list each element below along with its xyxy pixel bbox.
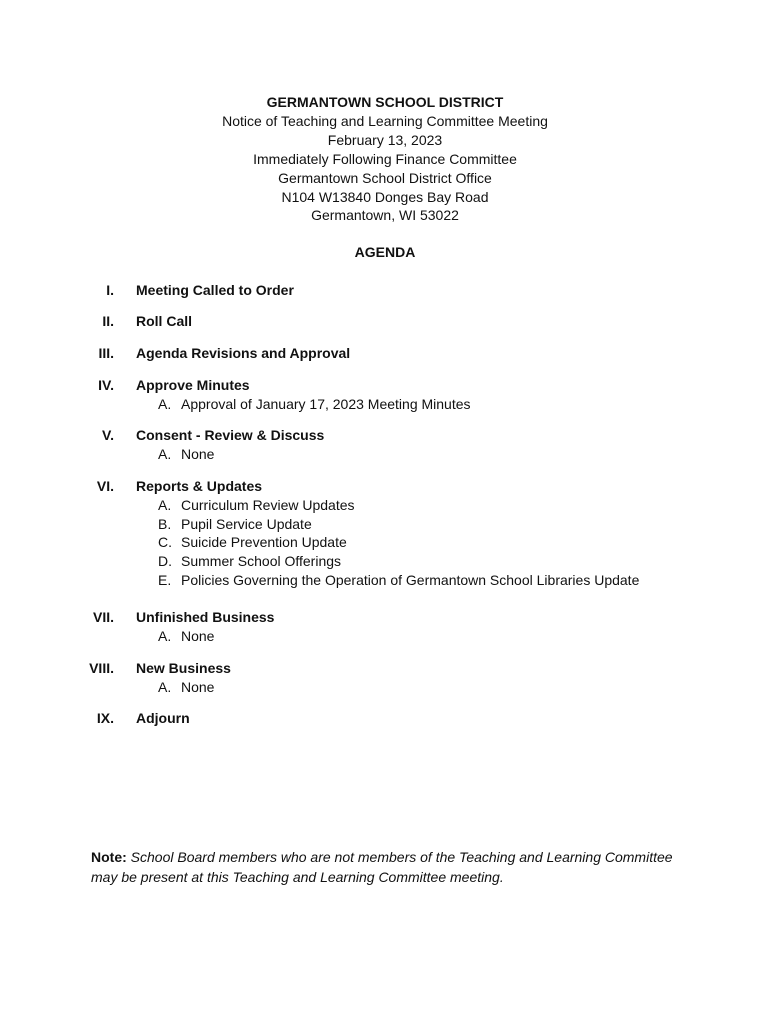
item-numeral: III. <box>98 345 114 361</box>
item-label: Roll Call <box>136 313 193 329</box>
sub-item-text: Pupil Service Update <box>181 515 312 532</box>
meeting-notice: Notice of Teaching and Learning Committee Meeting <box>222 112 548 129</box>
sub-item-letter: A. <box>158 445 172 462</box>
item-numeral: VI. <box>96 478 114 494</box>
sub-item-list <box>0 678 770 697</box>
sub-item <box>0 515 770 534</box>
item-numeral: IX. <box>96 710 114 726</box>
sub-item-text: Policies Governing the Operation of Germantown School Libraries Update <box>181 571 640 588</box>
note-text: School Board members who are not members of the Teaching and Learning Committee may be present at this Teaching and Learning Committee meeting. <box>91 849 673 885</box>
item-label: Meeting Called to Order <box>136 282 294 298</box>
sub-item-letter: A. <box>158 395 172 412</box>
sub-item <box>0 445 770 464</box>
meeting-city: Germantown, WI 53022 <box>311 207 459 224</box>
district-title: GERMANTOWN SCHOOL DISTRICT <box>266 94 504 110</box>
agenda-heading: AGENDA <box>354 244 416 260</box>
sub-item-text: Approval of January 17, 2023 Meeting Minutes <box>181 395 471 412</box>
attendance-note <box>91 848 691 887</box>
sub-item <box>0 627 770 646</box>
meeting-location: Germantown School District Office <box>278 169 492 186</box>
sub-item <box>0 571 770 590</box>
sub-item-text: None <box>181 678 215 695</box>
sub-item-letter: D. <box>158 553 172 570</box>
item-numeral: I. <box>106 282 114 298</box>
sub-item-text: Suicide Prevention Update <box>181 534 347 551</box>
sub-item-letter: A. <box>158 678 172 695</box>
sub-item-letter: C. <box>158 534 172 551</box>
item-label: Consent - Review & Discuss <box>136 427 325 443</box>
item-numeral: V. <box>102 427 114 443</box>
item-label: Reports & Updates <box>136 478 263 494</box>
sub-item-text: None <box>181 627 215 644</box>
meeting-time: Immediately Following Finance Committee <box>253 150 517 167</box>
sub-item-list <box>0 445 770 464</box>
document-header <box>0 93 770 225</box>
sub-item-list <box>0 496 770 590</box>
sub-item-text: None <box>181 445 215 462</box>
note-label: Note: <box>91 849 127 865</box>
item-label: Agenda Revisions and Approval <box>136 345 351 361</box>
meeting-date: February 13, 2023 <box>327 131 443 148</box>
sub-item-letter: A. <box>158 627 172 644</box>
item-label: Adjourn <box>136 710 190 726</box>
sub-item-text: Summer School Offerings <box>181 553 342 570</box>
sub-item-letter: E. <box>158 571 172 588</box>
sub-item <box>0 678 770 697</box>
sub-item-list <box>0 627 770 646</box>
sub-item-text: Curriculum Review Updates <box>181 496 355 513</box>
meeting-street: N104 W13840 Donges Bay Road <box>281 188 489 205</box>
item-label: Unfinished Business <box>136 609 275 625</box>
item-numeral: IV. <box>98 377 114 393</box>
sub-item <box>0 552 770 571</box>
sub-item <box>0 395 770 414</box>
sub-item-letter: B. <box>158 515 172 532</box>
item-label: Approve Minutes <box>136 377 250 393</box>
item-numeral: VIII. <box>89 660 114 676</box>
sub-item <box>0 533 770 552</box>
item-numeral: VII. <box>92 609 114 625</box>
sub-item <box>0 496 770 515</box>
item-label: New Business <box>136 660 231 676</box>
item-numeral: II. <box>102 313 114 329</box>
sub-item-list <box>0 395 770 414</box>
sub-item-letter: A. <box>158 496 172 513</box>
